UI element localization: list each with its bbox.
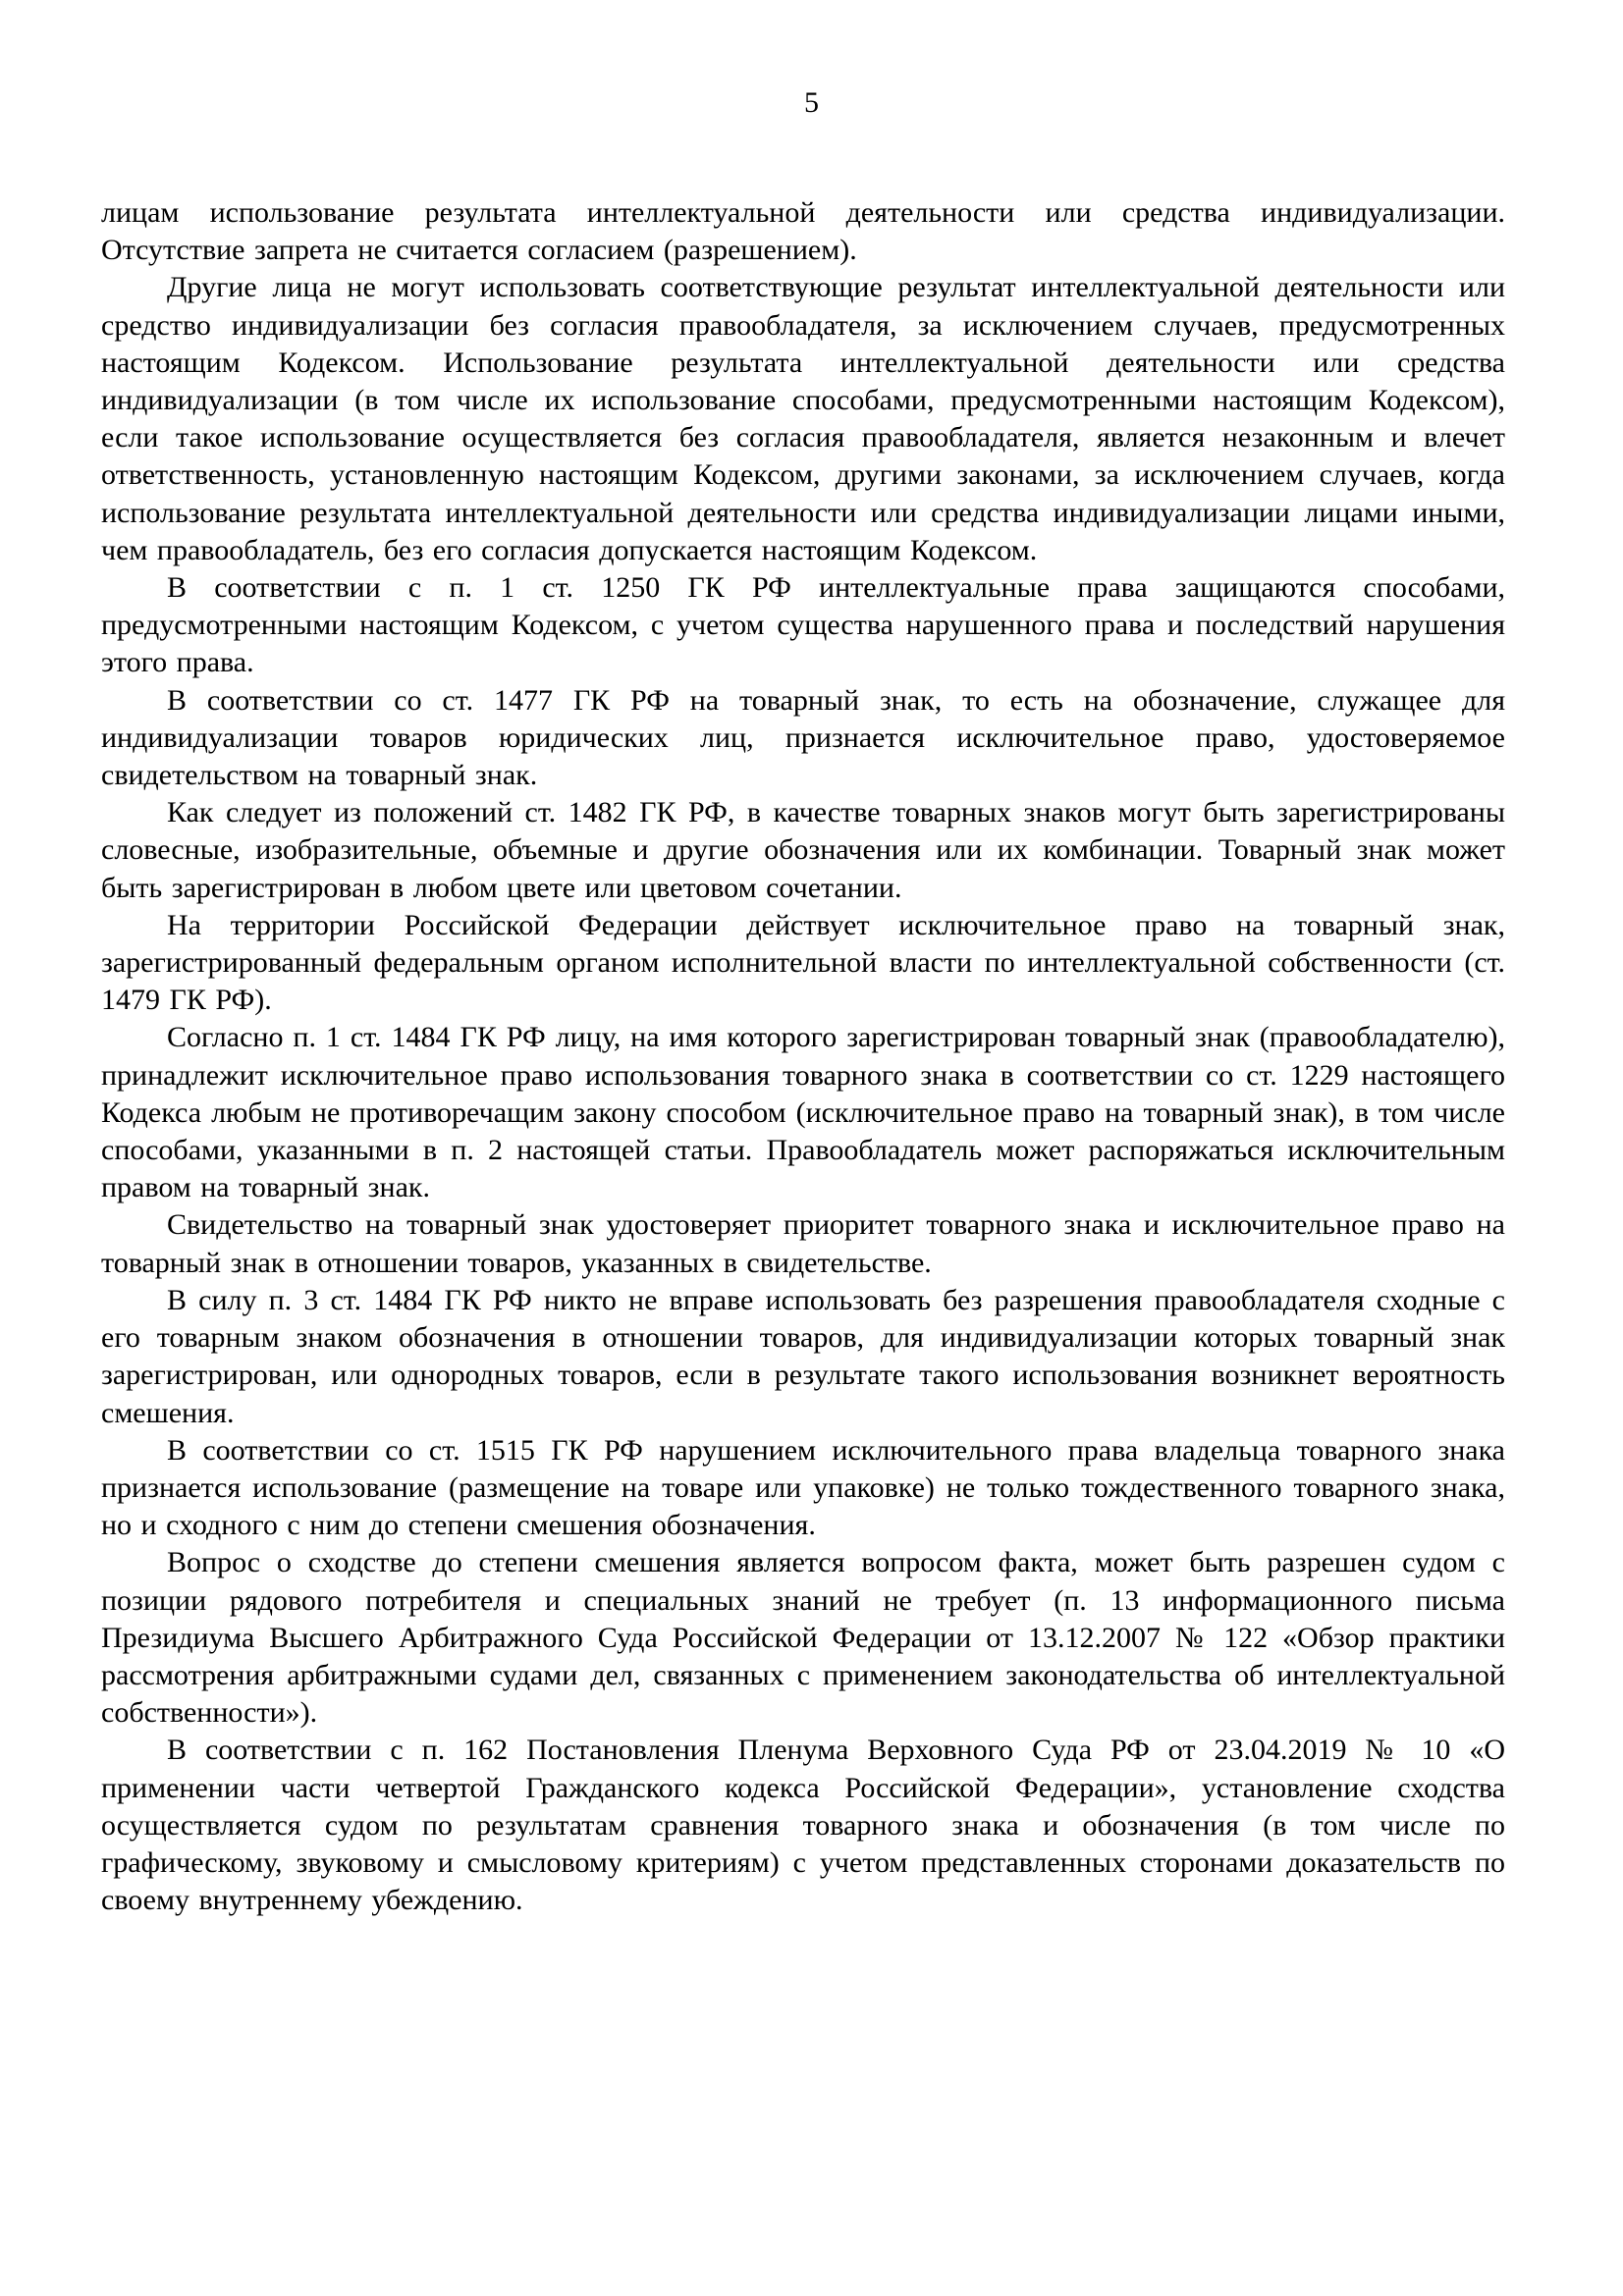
paragraph-letter-122: Вопрос о сходстве до степени смешения является вопросом факта, может быть разрешен судом с позиции рядового потребителя и специальных знаний не требует (п. 13 информационного письма Президиума Высшего Арбитражного Суда Российской Федерации от 13.12.2007 № 122 «Обзор практики рассмотрения арбитражными судами дел, связанных с применением законодательства об интеллектуальной собственности»). xyxy=(101,1546,1505,1730)
page-number: 5 xyxy=(804,86,819,119)
paragraph-st-1484-p3: В силу п. 3 ст. 1484 ГК РФ никто не вправе использовать без разрешения правообладателя сходные с его товарным знаком обозначения в отношении товаров, для индивидуализации которых товарный знак зарегистрирован, или однородных товаров, если в результате такого использования возникнет вероятность смешения. xyxy=(101,1283,1505,1429)
paragraph-st-1477: В соответствии со ст. 1477 ГК РФ на товарный знак, то есть на обозначение, служащее для индивидуализации товаров юридических лиц, признается исключительное право, удостоверяемое свидетельством на товарный знак. xyxy=(101,683,1505,792)
paragraph-st-1250: В соответствии с п. 1 ст. 1250 ГК РФ интеллектуальные права защищаются способами, предусмотренными настоящим Кодексом, с учетом существа нарушенного права и последствий нарушения этого права. xyxy=(101,571,1505,679)
paragraph-continuation: лицам использование результата интеллектуальной деятельности или средства индивидуализации. Отсутствие запрета не считается согласием (разрешением). xyxy=(101,196,1505,267)
paragraph-certificate: Свидетельство на товарный знак удостоверяет приоритет товарного знака и исключительное право на товарный знак в отношении товаров, указанных в свидетельстве. xyxy=(101,1208,1505,1279)
paragraph-st-1484-p1: Согласно п. 1 ст. 1484 ГК РФ лицу, на имя которого зарегистрирован товарный знак (правообладателю), принадлежит исключительное право использования товарного знака в соответствии со ст. 1229 настоящего Кодекса любым не противоречащим закону способом (исключительное право на товарный знак), в том числе способами, указанными в п. 2 настоящей статьи. Правообладатель может распоряжаться исключительным правом на товарный знак. xyxy=(101,1021,1505,1204)
paragraph-plenum-10: В соответствии с п. 162 Постановления Пленума Верховного Суда РФ от 23.04.2019 № 10 «О применении части четвертой Гражданского кодекса Российской Федерации», установление сходства осуществляется судом по результатам сравнения товарного знака и обозначения (в том числе по графическому, звуковому и смысловому критериям) с учетом представленных сторонами доказательств по своему внутреннему убеждению. xyxy=(101,1734,1505,1917)
paragraph-st-1482: Как следует из положений ст. 1482 ГК РФ, в качестве товарных знаков могут быть зарегистрированы словесные, изобразительные, объемные и другие обозначения или их комбинации. Товарный знак может быть зарегистрирован в любом цвете или цветовом сочетании. xyxy=(101,796,1505,904)
paragraph-st-1479: На территории Российской Федерации действует исключительное право на товарный знак, зарегистрированный федеральным органом исполнительной власти по интеллектуальной собственности (ст. 1479 ГК РФ). xyxy=(101,908,1505,1017)
paragraph-st-1515: В соответствии со ст. 1515 ГК РФ нарушением исключительного права владельца товарного знака признается использование (размещение на товаре или упаковке) не только тождественного товарного знака, но и сходного с ним до степени смешения обозначения. xyxy=(101,1433,1505,1542)
document-body xyxy=(101,194,1505,1919)
paragraph-other-persons: Другие лица не могут использовать соответствующие результат интеллектуальной деятельности или средство индивидуализации без согласия правообладателя, за исключением случаев, предусмотренных настоящим Кодексом. Использование результата интеллектуальной деятельности или средства индивидуализации (в том числе их использование способами, предусмотренными настоящим Кодексом), если такое использование осуществляется без согласия правообладателя, является незаконным и влечет ответственность, установленную настоящим Кодексом, другими законами, за исключением случаев, когда использование результата интеллектуальной деятельности или средства индивидуализации лицами иными, чем правообладатель, без его согласия допускается настоящим Кодексом. xyxy=(101,271,1505,566)
